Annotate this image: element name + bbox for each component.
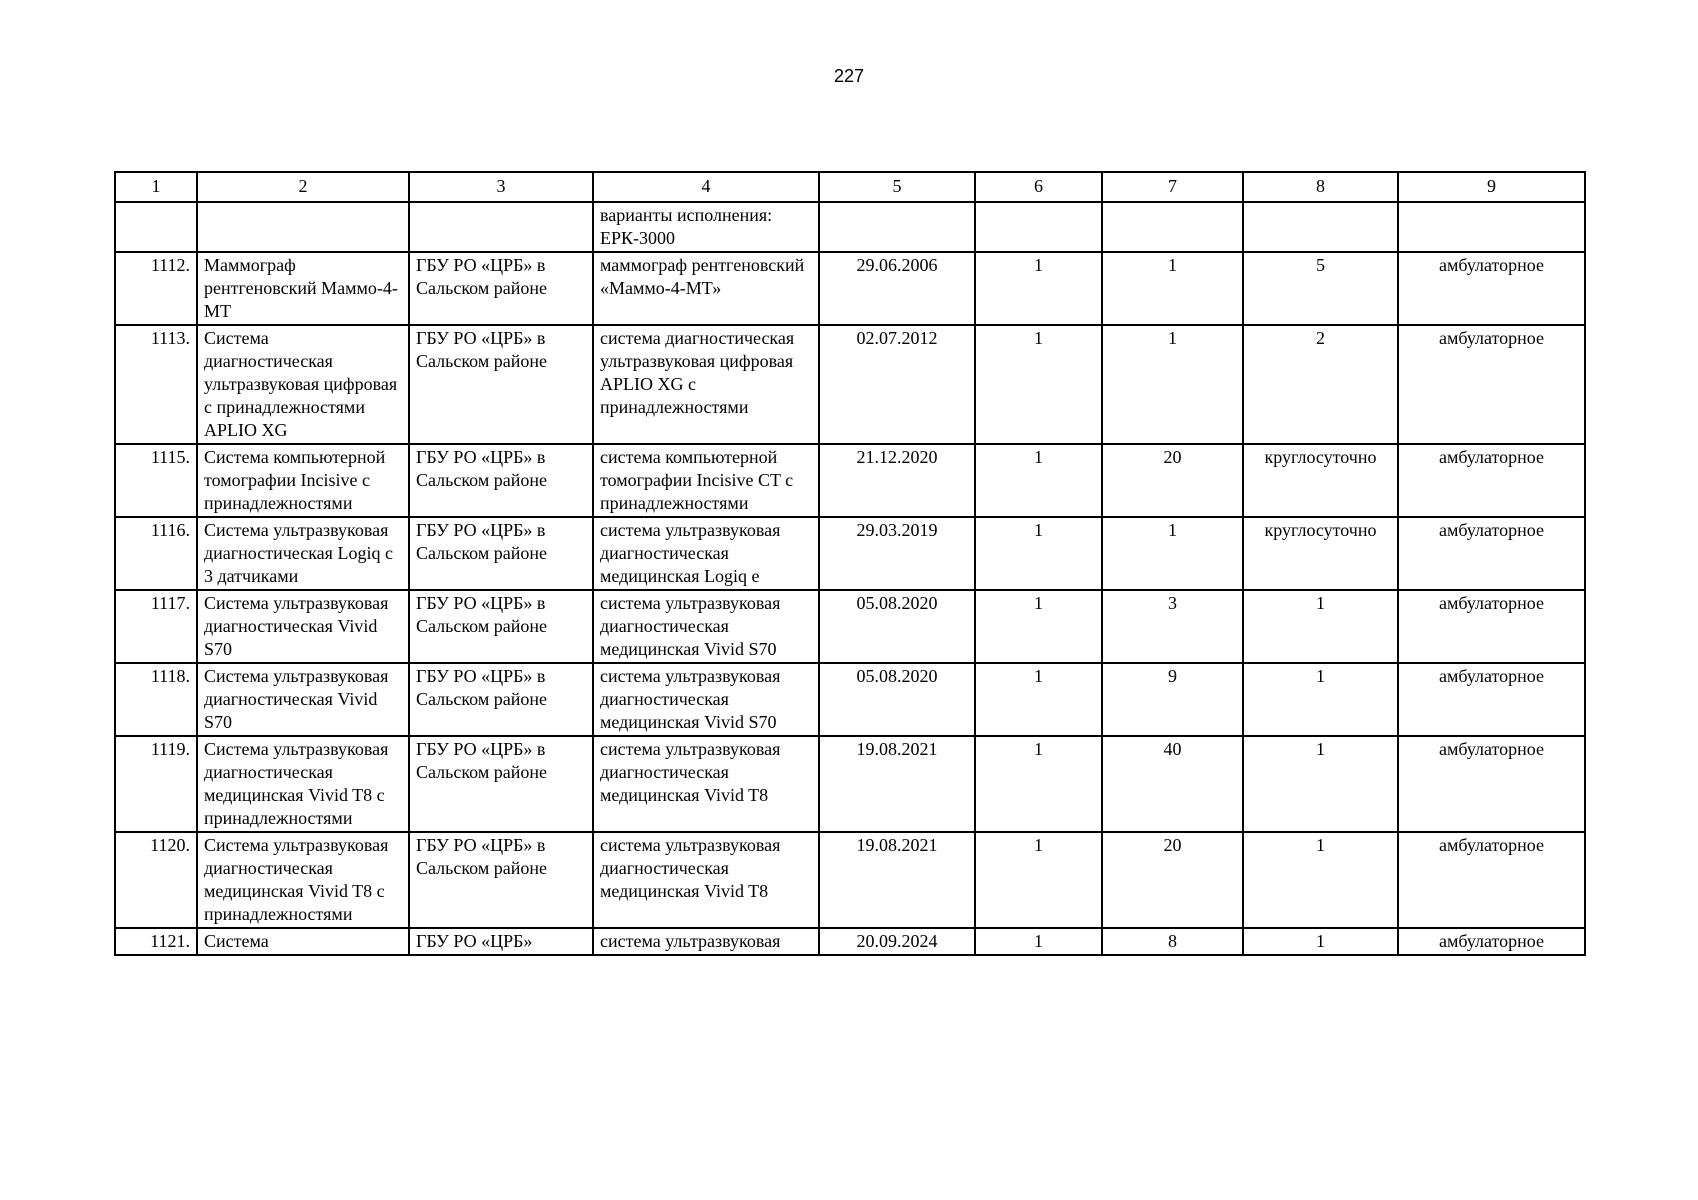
row-number-cell: 1119. [115,736,197,832]
column-header: 6 [975,172,1102,202]
equipment-table [114,171,1586,956]
column-8-cell: 1 [1243,928,1398,955]
equipment-name-cell: Система диагностическая ультразвуковая цифровая с принадлежностями APLIO XG [197,325,409,444]
date-cell: 19.08.2021 [819,736,975,832]
column-9-cell: амбулаторное [1398,517,1585,590]
model-cell: система ультразвуковая диагностическая медицинская Vivid T8 [593,832,819,928]
table-row [115,928,1585,955]
organization-cell: ГБУ РО «ЦРБ» в Сальском районе [409,663,593,736]
column-9-cell: амбулаторное [1398,736,1585,832]
organization-cell: ГБУ РО «ЦРБ» в Сальском районе [409,444,593,517]
column-6-cell: 1 [975,325,1102,444]
column-6-cell: 1 [975,252,1102,325]
row-number-cell: 1118. [115,663,197,736]
equipment-name-cell: Система компьютерной томографии Incisive с принадлежностями [197,444,409,517]
column-header: 4 [593,172,819,202]
table-row [115,325,1585,444]
column-7-cell: 1 [1102,517,1243,590]
model-cell: система ультразвуковая диагностическая медицинская Vivid S70 [593,590,819,663]
column-8-cell: круглосуточно [1243,444,1398,517]
page-number: 227 [833,66,865,86]
date-cell: 19.08.2021 [819,832,975,928]
equipment-name-cell: Система ультразвуковая диагностическая Logiq с 3 датчиками [197,517,409,590]
column-6-cell [975,202,1102,252]
column-9-cell: амбулаторное [1398,590,1585,663]
organization-cell: ГБУ РО «ЦРБ» в Сальском районе [409,832,593,928]
column-7-cell [1102,202,1243,252]
column-7-cell: 20 [1102,832,1243,928]
table-row [115,444,1585,517]
equipment-name-cell: Система ультразвуковая диагностическая Vivid S70 [197,590,409,663]
column-9-cell: амбулаторное [1398,444,1585,517]
column-9-cell: амбулаторное [1398,663,1585,736]
column-8-cell: 1 [1243,736,1398,832]
equipment-name-cell: Система ультразвуковая диагностическая Vivid S70 [197,663,409,736]
column-7-cell: 20 [1102,444,1243,517]
column-8-cell: 2 [1243,325,1398,444]
model-cell: система ультразвуковая диагностическая медицинская Logiq e [593,517,819,590]
equipment-name-cell: Система ультразвуковая диагностическая медицинская Vivid T8 с принадлежностями [197,832,409,928]
column-9-cell [1398,202,1585,252]
table-header-row [115,172,1585,202]
column-8-cell [1243,202,1398,252]
table-row [115,663,1585,736]
row-number-cell: 1113. [115,325,197,444]
column-7-cell: 1 [1102,252,1243,325]
model-cell: маммограф рентгеновский «Маммо-4-МТ» [593,252,819,325]
column-7-cell: 1 [1102,325,1243,444]
model-cell: варианты исполнения: ЕРК-3000 [593,202,819,252]
date-cell: 29.06.2006 [819,252,975,325]
organization-cell: ГБУ РО «ЦРБ» в Сальском районе [409,252,593,325]
table-row [115,590,1585,663]
organization-cell: ГБУ РО «ЦРБ» в Сальском районе [409,517,593,590]
column-9-cell: амбулаторное [1398,832,1585,928]
organization-cell [409,202,593,252]
date-cell: 02.07.2012 [819,325,975,444]
row-number-cell: 1117. [115,590,197,663]
column-7-cell: 8 [1102,928,1243,955]
column-6-cell: 1 [975,444,1102,517]
organization-cell: ГБУ РО «ЦРБ» в Сальском районе [409,736,593,832]
column-header: 3 [409,172,593,202]
model-cell: система ультразвуковая диагностическая медицинская Vivid S70 [593,663,819,736]
table-row [115,832,1585,928]
column-header: 2 [197,172,409,202]
date-cell: 05.08.2020 [819,590,975,663]
model-cell: система диагностическая ультразвуковая цифровая APLIO XG с принадлежностями [593,325,819,444]
column-7-cell: 3 [1102,590,1243,663]
column-7-cell: 40 [1102,736,1243,832]
column-8-cell: круглосуточно [1243,517,1398,590]
row-number-cell: 1112. [115,252,197,325]
column-6-cell: 1 [975,832,1102,928]
column-8-cell: 1 [1243,663,1398,736]
table-row [115,736,1585,832]
column-8-cell: 1 [1243,590,1398,663]
column-9-cell: амбулаторное [1398,928,1585,955]
row-number-cell [115,202,197,252]
column-6-cell: 1 [975,590,1102,663]
column-6-cell: 1 [975,736,1102,832]
column-header: 5 [819,172,975,202]
date-cell: 05.08.2020 [819,663,975,736]
organization-cell: ГБУ РО «ЦРБ» в Сальском районе [409,590,593,663]
column-header: 9 [1398,172,1585,202]
organization-cell: ГБУ РО «ЦРБ» в Сальском районе [409,325,593,444]
row-number-cell: 1116. [115,517,197,590]
equipment-name-cell: Маммограф рентгеновский Маммо-4-МТ [197,252,409,325]
column-8-cell: 1 [1243,832,1398,928]
table-body [115,202,1585,955]
equipment-name-cell: Система ультразвуковая диагностическая медицинская Vivid T8 с принадлежностями [197,736,409,832]
model-cell: система ультразвуковая [593,928,819,955]
column-header: 8 [1243,172,1398,202]
organization-cell: ГБУ РО «ЦРБ» [409,928,593,955]
date-cell [819,202,975,252]
equipment-name-cell [197,202,409,252]
row-number-cell: 1120. [115,832,197,928]
row-number-cell: 1115. [115,444,197,517]
equipment-name-cell: Система [197,928,409,955]
table-row [115,517,1585,590]
column-7-cell: 9 [1102,663,1243,736]
column-6-cell: 1 [975,517,1102,590]
column-8-cell: 5 [1243,252,1398,325]
column-9-cell: амбулаторное [1398,325,1585,444]
row-number-cell: 1121. [115,928,197,955]
column-header: 1 [115,172,197,202]
column-6-cell: 1 [975,663,1102,736]
date-cell: 29.03.2019 [819,517,975,590]
column-header: 7 [1102,172,1243,202]
date-cell: 20.09.2024 [819,928,975,955]
model-cell: система компьютерной томографии Incisive CT с принадлежностями [593,444,819,517]
column-6-cell: 1 [975,928,1102,955]
column-9-cell: амбулаторное [1398,252,1585,325]
date-cell: 21.12.2020 [819,444,975,517]
table-row [115,202,1585,252]
table-row [115,252,1585,325]
model-cell: система ультразвуковая диагностическая медицинская Vivid T8 [593,736,819,832]
